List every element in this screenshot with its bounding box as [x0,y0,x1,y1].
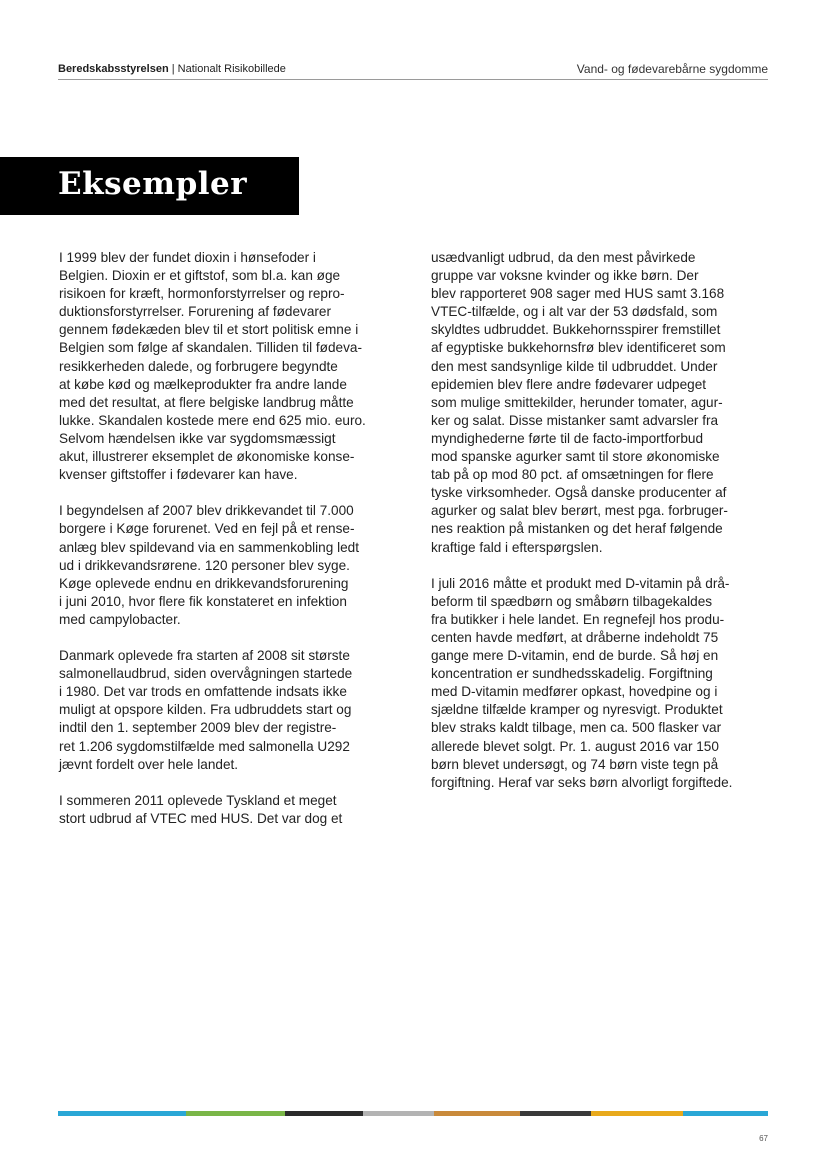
organization-name: Beredskabsstyrelsen [58,63,169,75]
footer-stripe-segment [520,1111,591,1116]
section-title-banner [0,157,299,215]
chapter-title: Vand- og fødevarebårne sygdomme [576,62,768,76]
footer-stripe-segment [186,1111,285,1116]
paragraph: I 1999 blev der fundet dioxin i hønsefoder i Belgien. Dioxin er et giftstof, som bl.a. kan øge risikoen for kræft, hormonforstyrrelser og repro- duktionsforstyrrelser. Forurening af fødevarer gennem fødekæden blev til et stort politisk emne i Belgien som følge af skandalen. Tilliden til fødeva- resikkerheden dalede, og forbrugere begyndte at købe kød og mælkeprodukter fra andre lande med det resultat, at flere belgiske landbrug måtte lukke. Skandalen kostede mere end 625 mio. euro. Selvom hændelsen ikke var sygdomsmæssigt akut, illustrerer eksemplet de økonomiske konse- kvenser giftstoffer i fødevarer kan have. [59,250,366,483]
running-header-left [58,63,286,75]
header-divider [58,79,768,80]
page-number: 67 [759,1134,768,1143]
footer-stripe-segment [591,1111,683,1116]
header-separator: | [171,63,175,75]
paragraph: Danmark oplevede fra starten af 2008 sit største salmonellaudbrud, siden overvågningen startede i 1980. Det var trods en omfattende indsats ikke muligt at opspore kilden. Fra udbruddets start og indtil den 1. september 2009 blev der registre- ret 1.206 sygdomstilfælde med salmonella U292 jævnt fordelt over hele landet. [59,648,353,772]
publication-name: Nationalt Risikobillede [177,63,286,75]
text-column-left [59,249,395,846]
paragraph: I juli 2016 måtte et produkt med D-vitamin på drå- beform til spædbørn og småbørn tilbagekaldes fra butikker i hele landet. En regnefejl hos produ- centen havde medført, at dråberne indeholdt 75 gange mere D-vitamin, end de burde. Så høj en koncentration er sundhedsskadelig. Forgiftning med D-vitamin medfører opkast, hovedpine og i sjældne tilfælde kramper og nyresvigt. Produktet blev straks kaldt tilbage, men ca. 500 flasker var allerede blevet solgt. Pr. 1. august 2016 var 150 børn blevet undersøgt, og 74 børn viste tegn på forgiftning. Heraf var seks børn alvorligt forgiftede. [431,575,733,790]
text-column-right [431,249,767,810]
footer-stripe-segment [434,1111,519,1116]
footer-stripe-segment [58,1111,186,1116]
footer-stripe-segment [285,1111,363,1116]
footer-color-stripe [58,1111,768,1116]
paragraph: I sommeren 2011 oplevede Tyskland et meget stort udbrud af VTEC med HUS. Det var dog et [59,792,343,826]
paragraph: I begyndelsen af 2007 blev drikkevandet til 7.000 borgere i Køge forurenet. Ved en fejl på et rense- anlæg blev spildevand via en sammenkobling ledt ud i drikkevandsrørene. 120 personer blev syge. Køge oplevede endnu en drikkevandsforurening i juni 2010, hvor flere fik konstateret en infektion med campylobacter. [59,503,359,627]
section-title: Eksempler [58,166,248,202]
footer-stripe-segment [363,1111,434,1116]
footer-stripe-segment [683,1111,768,1116]
paragraph: usædvanligt udbrud, da den mest påvirkede gruppe var voksne kvinder og ikke børn. Der blev rapporteret 908 sager med HUS samt 3.168 VTEC-tilfælde, og i alt var der 53 dødsfald, som skyldtes udbruddet. Bukkehornsspirer fremstillet af egyptiske bukkehornsfrø blev identificeret som den mest sandsynlige kilde til udbruddet. Under epidemien blev flere andre fødevarer udpeget som mulige smittekilder, herunder tomater, agur- ker og salat. Disse mistanker samt advarsler fra myndighederne førte til de facto-importforbud mod spanske agurker samt til store økonomiske tab på op mod 80 pct. af omsætningen for flere tyske virksomheder. Også danske producenter af agurker og salat blev berørt, mest pga. forbruger- nes reaktion på mistanken og det heraf følgende kraftige fald i efterspørgslen. [431,250,728,555]
